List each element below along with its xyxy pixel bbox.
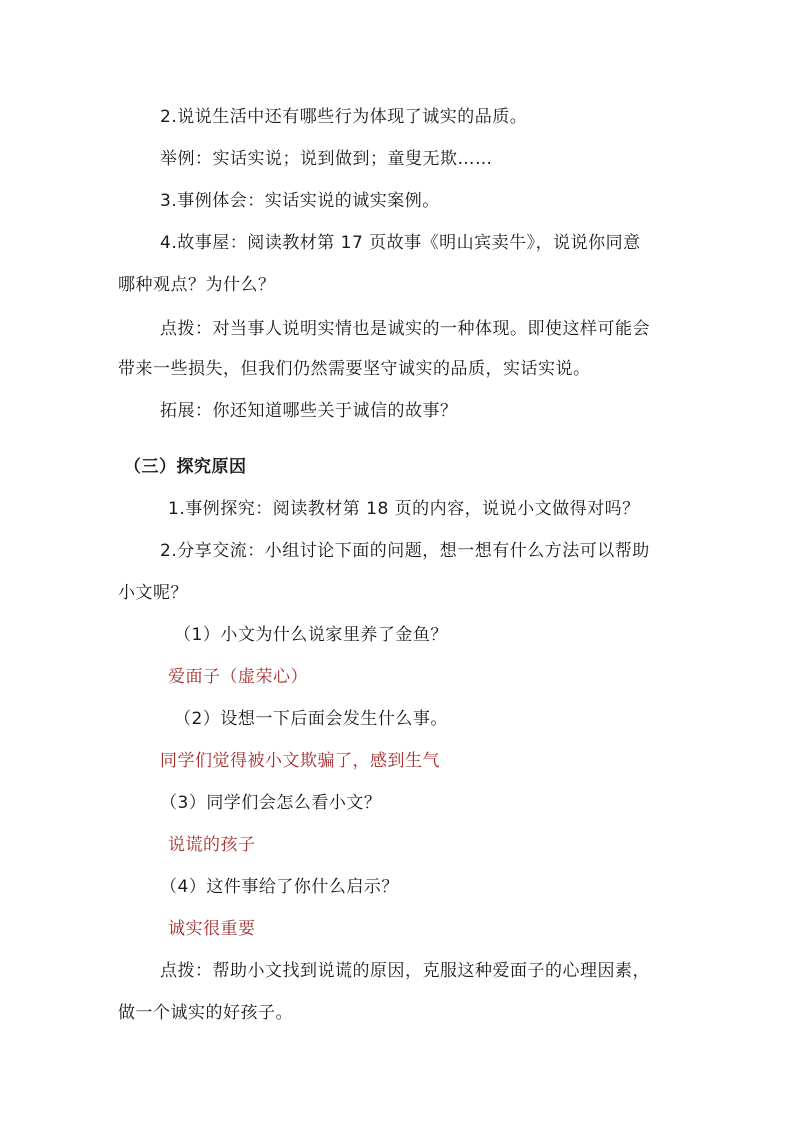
- paragraph-examples: 举例：实话实说；说到做到；童叟无欺……: [160, 149, 493, 169]
- paragraph-case-study: 1.事例探究：阅读教材第 18 页的内容，说说小文做得对吗？: [168, 499, 640, 519]
- paragraph-share-line2: 小文呢？: [118, 583, 188, 603]
- paragraph-final-tip-line1: 点拨：帮助小文找到说谎的原因，克服这种爱面子的心理因素，: [160, 961, 650, 981]
- paragraph-extension: 拓展：你还知道哪些关于诚信的故事？: [160, 401, 458, 421]
- answer-3: 说谎的孩子: [168, 835, 256, 855]
- paragraph-tip-line1: 点拨：对当事人说明实情也是诚实的一种体现。即使这样可能会: [160, 319, 650, 339]
- paragraph-question-2: 2.说说生活中还有哪些行为体现了诚实的品质。: [160, 107, 528, 127]
- paragraph-question-4-line1: 4.故事屋：阅读教材第 17 页故事《明山宾卖牛》，说说你同意: [160, 233, 641, 253]
- answer-2: 同学们觉得被小文欺骗了，感到生气: [160, 751, 440, 771]
- section-heading: （三）探究原因: [124, 457, 247, 477]
- answer-4: 诚实很重要: [168, 919, 256, 939]
- sub-question-3: （3）同学们会怎么看小文？: [160, 793, 382, 813]
- answer-1: 爱面子（虚荣心）: [168, 667, 308, 687]
- sub-question-4: （4）这件事给了你什么启示？: [160, 877, 399, 897]
- sub-question-2: （2）设想一下后面会发生什么事。: [174, 709, 448, 729]
- paragraph-final-tip-line2: 做一个诚实的好孩子。: [118, 1003, 293, 1023]
- paragraph-share-line1: 2.分享交流：小组讨论下面的问题，想一想有什么方法可以帮助: [160, 541, 650, 561]
- sub-question-1: （1）小文为什么说家里养了金鱼？: [174, 625, 448, 645]
- paragraph-question-3: 3.事例体会：实话实说的诚实案例。: [160, 191, 440, 211]
- paragraph-tip-line2: 带来一些损失，但我们仍然需要坚守诚实的品质，实话实说。: [118, 359, 591, 379]
- paragraph-question-4-line2: 哪种观点？为什么？: [118, 275, 276, 295]
